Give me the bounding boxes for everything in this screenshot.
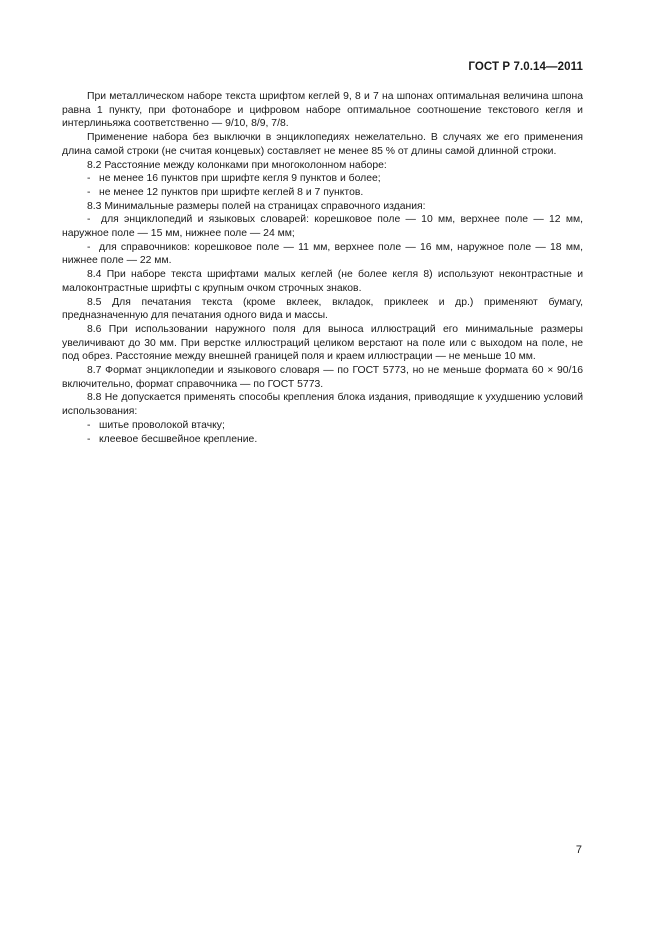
dash-mark: - [87, 419, 91, 431]
dash-mark: - [87, 433, 91, 445]
document-code-header: ГОСТ Р 7.0.14—2011 [468, 61, 583, 73]
clause-8-2: 8.2 Расстояние между колонками при многоколонном наборе: [87, 159, 387, 171]
clause-8-4: 8.4 При наборе текста шрифтами малых кеглей (не более кегля 8) используют неконтрастные и малоконтрастные шрифты с крупным очком строчных знаков. [62, 269, 583, 294]
list-item-text: для справочников: корешковое поле — 11 мм, верхнее поле — 16 мм, наружное поле — 18 мм, нижнее поле — 22 мм. [62, 241, 583, 267]
clause-8-7: 8.7 Формат энциклопедии и языкового словаря — по ГОСТ 5773, но не меньше формата 60 × 90/16 включительно, формат справочника — по ГОСТ 5773. [62, 365, 583, 390]
list-item [62, 186, 583, 200]
paragraph-font-spacing: При металлическом наборе текста шрифтом кеглей 9, 8 и 7 на шпонах оптимальная величина шпона равна 1 пункту, при фотонаборе и цифровом наборе оптимальное соотношение текстового кегля и интерлиньяжа соответственно — 9/10, 8/9, 7/8. [62, 91, 583, 130]
list-item [62, 419, 583, 433]
list-item [62, 172, 583, 186]
document-body [62, 90, 583, 446]
clause-8-5: 8.5 Для печатания текста (кроме вклеек, вкладок, приклеек и др.) применяют бумагу, предназначенную для печатания одного вида и массы. [62, 296, 583, 322]
list-item [62, 213, 583, 240]
dash-mark: - [87, 214, 91, 226]
clause-8-6: 8.6 При использовании наружного поля для выноса иллюстраций его минимальные размеры увеличивают до 30 мм. При верстке иллюстраций целиком верстают на поле или с выходом на поле, не под обрез. Расстояние между внешней границей поля и краем иллюстрации — не меньше 10 мм. [62, 323, 583, 363]
paragraph-justification: Применение набора без выключки в энциклопедиях нежелательно. В случаях же его применения длина самой строки (не считая концевых) составляет не менее 85 % от длины самой длинной строки. [62, 132, 583, 157]
clause-8-8: 8.8 Не допускается применять способы крепления блока издания, приводящие к ухудшению условий использования: [62, 392, 583, 418]
list-item [62, 241, 583, 268]
list-item [62, 433, 583, 447]
dash-mark: - [87, 186, 91, 198]
clause-8-3: 8.3 Минимальные размеры полей на страницах справочного издания: [87, 200, 426, 212]
list-item-text: шитье проволокой втачку; [99, 419, 225, 431]
list-item-text: не менее 12 пунктов при шрифте кеглей 8 и 7 пунктов. [99, 186, 364, 198]
dash-mark: - [87, 241, 91, 253]
dash-mark: - [87, 173, 91, 185]
list-item-text: для энциклопедий и языковых словарей: корешковое поле — 10 мм, верхнее поле — 12 мм, наружное поле — 15 мм, нижнее поле — 24 мм; [62, 214, 583, 240]
page-number: 7 [575, 844, 582, 856]
list-item-text: клеевое бесшвейное крепление. [99, 433, 258, 445]
list-item-text: не менее 16 пунктов при шрифте кегля 9 пунктов и более; [99, 173, 381, 185]
